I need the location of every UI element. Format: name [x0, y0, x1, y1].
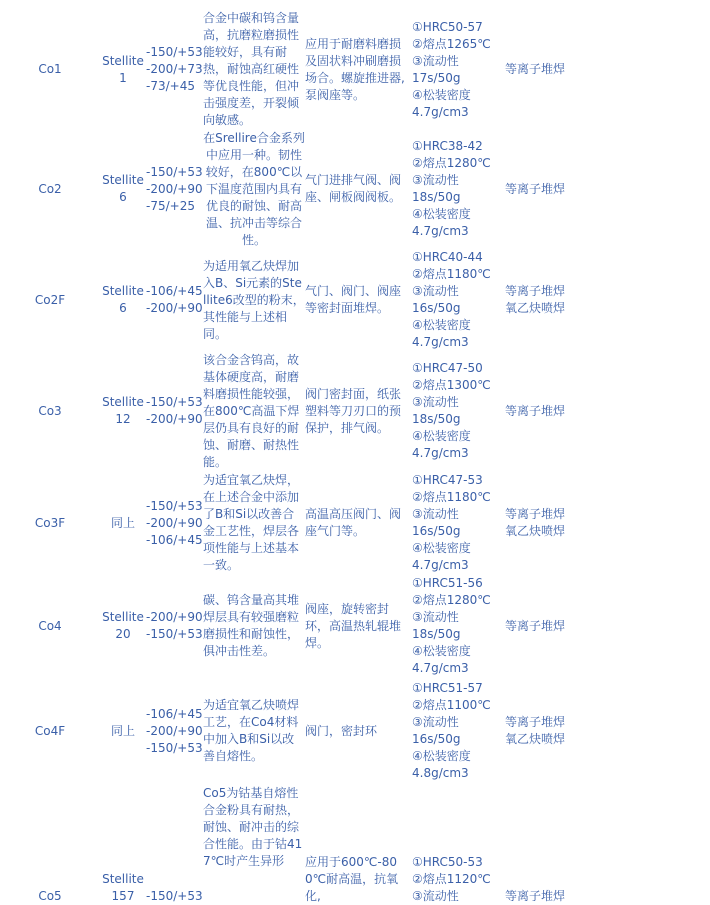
table-row	[0, 471, 710, 575]
alloy-properties	[412, 129, 505, 249]
size-value: -150/+53	[146, 498, 203, 513]
property-value: ④松装密度	[412, 318, 471, 332]
size-value: -200/+90	[146, 301, 203, 315]
alloy-code: Co2F	[34, 292, 66, 307]
alloy-properties	[412, 785, 505, 905]
welding-process: 等离子堆焊 氧乙炔喷焊	[505, 715, 565, 746]
spacer-cell	[565, 249, 710, 351]
alloy-properties	[412, 677, 505, 785]
size-value: -150/+53	[146, 45, 203, 59]
alloy-name: Stellite157	[102, 872, 144, 903]
property-value: ①HRC50-57	[412, 19, 483, 34]
alloy-code: Co4	[38, 618, 62, 633]
property-value: 16s/50g	[412, 524, 461, 538]
spacer-cell	[565, 10, 710, 129]
alloy-name: 同上	[110, 515, 135, 530]
table-row	[0, 351, 710, 471]
particle-size	[146, 785, 203, 905]
property-value: ②熔点1280℃	[412, 156, 491, 170]
size-value: -200/+90	[146, 723, 203, 738]
welding-process: 等离子堆焊 氧乙炔喷焊	[505, 507, 565, 538]
alloy-application: 阀门密封面，纸张塑料等刀刃口的预保护，排气阀。	[305, 386, 402, 435]
property-value: 16s/50g	[412, 732, 461, 746]
alloy-characteristics: 在Srellire合金系列中应用一种。韧性较好，在800℃以下温度范围内具有优良的耐蚀、耐高温、抗冲击等综合性。	[203, 130, 305, 247]
property-value: ④松装密度	[412, 87, 471, 102]
property-value: 4.7g/cm3	[412, 104, 469, 119]
alloy-name: 同上	[110, 723, 135, 738]
alloy-characteristics: 为适用氧乙炔焊加入B、Si元素的Stellite6改型的粉末，其性能与上述相同。	[203, 258, 305, 341]
alloy-properties	[412, 351, 505, 471]
alloy-properties	[412, 575, 505, 677]
property-value: ③流动性	[412, 610, 459, 624]
welding-process: 等离子堆焊	[505, 403, 565, 418]
property-value: 4.7g/cm3	[412, 558, 469, 572]
property-value: ①HRC51-56	[412, 576, 483, 590]
table-row	[0, 575, 710, 677]
table-row	[0, 249, 710, 351]
property-value: 4.7g/cm3	[412, 335, 469, 349]
property-value: ③流动性	[412, 889, 459, 903]
property-value: ②熔点1300℃	[412, 378, 491, 392]
welding-process: 等离子堆焊	[505, 618, 565, 633]
alloy-code: Co3	[38, 403, 62, 418]
property-value: ④松装密度	[412, 541, 471, 555]
table-row	[0, 10, 710, 129]
size-value: -106/+45	[146, 284, 203, 298]
spacer-cell	[565, 677, 710, 785]
size-value: -106/+45	[146, 706, 203, 721]
welding-process: 等离子堆焊	[505, 889, 565, 903]
spacer-cell	[565, 471, 710, 575]
property-value: ③流动性	[412, 715, 459, 729]
property-value: 4.7g/cm3	[412, 661, 469, 675]
alloy-powder-table	[0, 10, 710, 905]
alloy-characteristics: 该合金含钨高，故基体硬度高，耐磨料磨损性能较强，在800℃高温下焊层仍具有良好的耐蚀、耐磨、耐热性能。	[203, 352, 300, 469]
property-value: 18s/50g	[412, 627, 461, 641]
alloy-properties	[412, 10, 505, 129]
alloy-properties	[412, 249, 505, 351]
alloy-characteristics: 为适宜氧乙炔焊，在上述合金中添加了B和Si以改善合金工艺性，焊层各项性能与上述基本一致。	[203, 473, 300, 572]
property-value: ②熔点1180℃	[412, 490, 491, 504]
property-value: ①HRC40-44	[412, 250, 483, 264]
alloy-application: 气门、阀门、阀座等密封面堆焊。	[305, 284, 402, 315]
alloy-name: Stellite20	[102, 610, 144, 641]
property-value: ②熔点1100℃	[412, 698, 491, 712]
welding-process: 等离子堆焊	[505, 62, 565, 76]
alloy-application: 阀门，密封环	[305, 723, 378, 738]
spacer-cell	[565, 785, 710, 905]
size-value: -150/+53	[146, 164, 203, 179]
property-value: ④松装密度	[412, 644, 471, 658]
alloy-code: Co5	[38, 889, 62, 903]
size-value: -200/+90	[146, 610, 203, 624]
alloy-characteristics: 为适宜氧乙炔喷焊工艺，在Co4材料中加入B和Si以改善自熔性。	[203, 698, 300, 763]
spacer-cell	[565, 351, 710, 471]
alloy-name: Stellite6	[102, 284, 144, 315]
alloy-properties	[412, 471, 505, 575]
property-value: ①HRC38-42	[412, 139, 483, 153]
table-row	[0, 129, 710, 249]
particle-size	[146, 351, 203, 471]
alloy-application: 高温高压阀门、阀座气门等。	[305, 507, 402, 538]
size-value: -150/+53	[146, 627, 203, 641]
particle-size	[146, 575, 203, 677]
property-value: ①HRC47-53	[412, 473, 483, 487]
alloy-application: 应用于耐磨料磨损及固状料冲刷磨损场合。螺旋推进器,泵阀座等。	[305, 36, 405, 102]
alloy-application: 气门进排气阀、阀座、闸板阀阀板。	[305, 173, 402, 204]
particle-size	[146, 677, 203, 785]
property-value: ③流动性	[412, 173, 459, 187]
alloy-name: Stellite12	[102, 395, 144, 426]
property-value: ③流动性	[412, 53, 459, 68]
alloy-name: Stellite6	[102, 173, 144, 204]
size-value: -150/+53	[146, 740, 203, 755]
property-value: ②熔点1265℃	[412, 36, 491, 51]
size-value: -200/+73	[146, 62, 203, 76]
alloy-code: Co1	[38, 62, 62, 76]
size-value: -200/+90	[146, 515, 203, 530]
property-value: ④松装密度	[412, 207, 471, 221]
property-value: 4.7g/cm3	[412, 446, 469, 460]
size-value: -200/+90	[146, 181, 203, 196]
size-value: -106/+45	[146, 532, 203, 547]
size-value: -150/+53	[146, 889, 203, 903]
table-row	[0, 785, 710, 905]
property-value: ④松装密度	[412, 749, 471, 763]
property-value: ②熔点1280℃	[412, 593, 491, 607]
property-value: ①HRC50-53	[412, 855, 483, 869]
spacer-cell	[565, 575, 710, 677]
property-value: ①HRC51-57	[412, 681, 483, 695]
welding-process: 等离子堆焊 氧乙炔喷焊	[505, 284, 565, 315]
alloy-code: Co4F	[34, 723, 66, 738]
alloy-characteristics: Co5为钴基自熔性合金粉具有耐热，耐蚀、耐冲击的综合性能。由于钴417℃时产生异形	[203, 786, 303, 868]
property-value: ①HRC47-50	[412, 361, 483, 375]
size-value: -75/+25	[146, 198, 195, 213]
welding-process: 等离子堆焊	[505, 181, 565, 196]
alloy-characteristics: 合金中碳和钨含量高，抗磨粒磨损性能较好，具有耐热，耐蚀高红硬性等优良性能，但冲击强度差，开裂倾向敏感。	[203, 11, 300, 127]
property-value: 17s/50g	[412, 70, 461, 85]
alloy-code: Co3F	[34, 515, 66, 530]
property-value: ③流动性	[412, 284, 459, 298]
particle-size	[146, 471, 203, 575]
alloy-characteristics: 碳、钨含量高其堆焊层具有较强磨粒磨损性和耐蚀性，俱冲击性差。	[203, 593, 300, 658]
property-value: ②熔点1180℃	[412, 267, 491, 281]
property-value: 4.8g/cm3	[412, 766, 469, 780]
particle-size	[146, 249, 203, 351]
property-value: 18s/50g	[412, 190, 461, 204]
alloy-code: Co2	[38, 181, 62, 196]
alloy-application: 应用于600℃-800℃耐高温，抗氧化,	[305, 855, 399, 903]
alloy-name: Stellite1	[102, 53, 144, 85]
size-value: -73/+45	[146, 79, 195, 93]
property-value: ③流动性	[412, 395, 459, 409]
property-value: 16s/50g	[412, 301, 461, 315]
spacer-cell	[565, 129, 710, 249]
particle-size	[146, 10, 203, 129]
property-value: ②熔点1120℃	[412, 872, 491, 886]
size-value: -200/+90	[146, 412, 203, 426]
particle-size	[146, 129, 203, 249]
size-value: -150/+53	[146, 395, 203, 409]
table-row	[0, 677, 710, 785]
alloy-application: 阀座，旋转密封环，高温热轧辊堆焊。	[305, 601, 402, 650]
property-value: 18s/50g	[412, 412, 461, 426]
property-value: ③流动性	[412, 507, 459, 521]
property-value: 4.7g/cm3	[412, 224, 469, 238]
property-value: ④松装密度	[412, 429, 471, 443]
